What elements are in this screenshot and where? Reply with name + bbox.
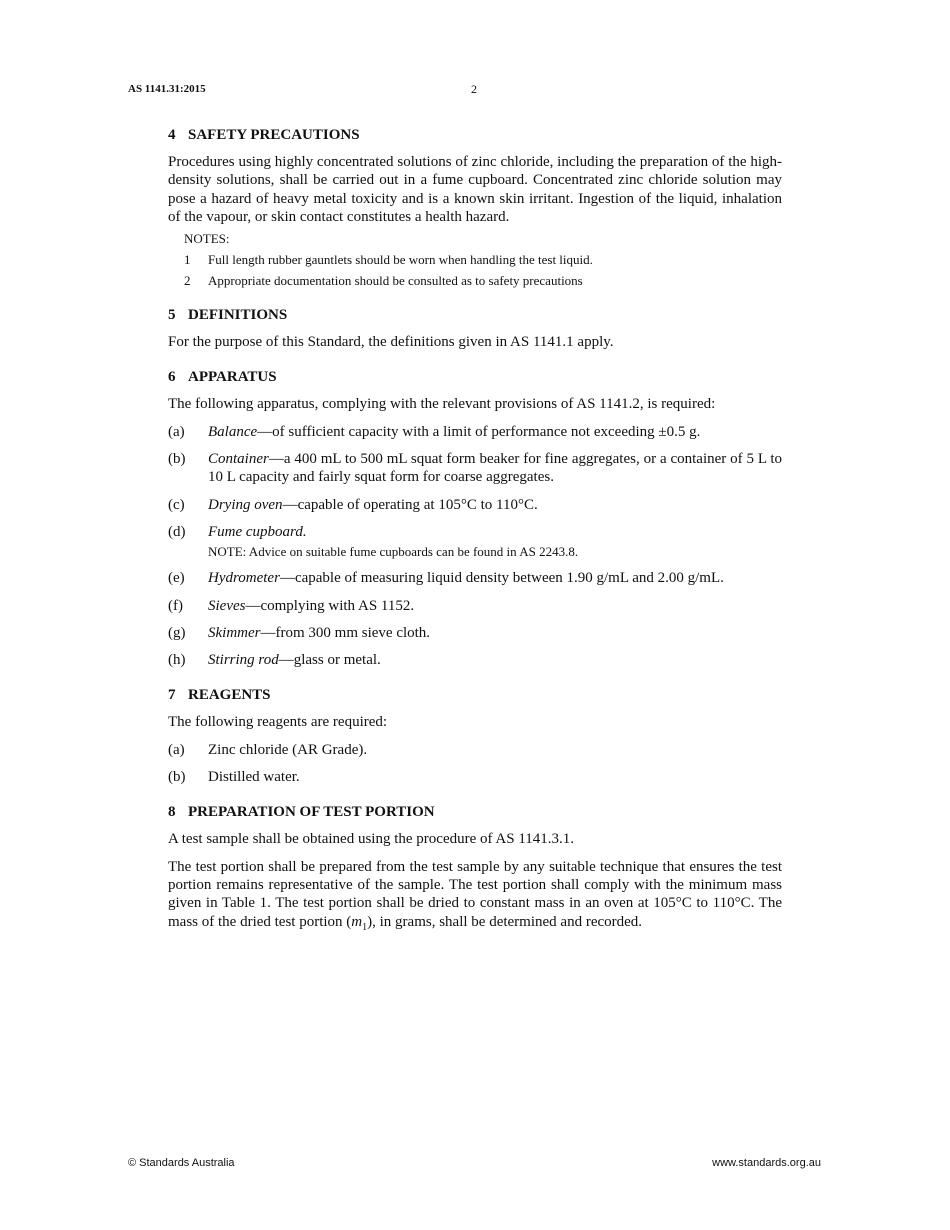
note-text: Appropriate documentation should be consulted as to safety precautions bbox=[208, 273, 583, 289]
item-label: (g) bbox=[168, 624, 186, 641]
item-term: Skimmer bbox=[208, 624, 261, 641]
item-term: Drying oven bbox=[208, 496, 283, 513]
section-heading bbox=[168, 306, 782, 324]
list-item bbox=[168, 450, 782, 487]
item-text: Zinc chloride (AR Grade). bbox=[208, 741, 368, 758]
item-body bbox=[208, 450, 782, 487]
item-label: (b) bbox=[168, 451, 186, 468]
item-body bbox=[208, 597, 782, 615]
item-body bbox=[208, 624, 782, 642]
item-label: (f) bbox=[168, 597, 183, 614]
item-note: NOTE: Advice on suitable fume cupboards can be found in AS 2243.8. bbox=[208, 544, 579, 560]
list-item bbox=[168, 768, 782, 786]
note-item bbox=[184, 273, 782, 289]
item-term: Fume cupboard. bbox=[208, 523, 307, 540]
section-heading bbox=[168, 126, 782, 144]
item-label: (c) bbox=[168, 496, 185, 513]
item-body bbox=[208, 496, 782, 514]
paragraph bbox=[168, 858, 782, 937]
notes-label: NOTES: bbox=[184, 231, 230, 247]
item-body bbox=[208, 651, 782, 669]
item-text: —glass or metal. bbox=[278, 652, 381, 669]
item-term: Sieves bbox=[208, 597, 246, 614]
section-title: APPARATUS bbox=[188, 369, 277, 386]
website-footer: www.standards.org.au bbox=[712, 1157, 821, 1169]
item-label: (b) bbox=[168, 769, 186, 786]
list-item bbox=[168, 569, 782, 587]
paragraph: A test sample shall be obtained using the procedure of AS 1141.3.1. bbox=[168, 831, 575, 848]
list-item bbox=[168, 651, 782, 669]
paragraph-text: ), in grams, shall be determined and recorded. bbox=[367, 913, 643, 930]
section-number: 4 bbox=[168, 127, 176, 143]
section-preparation-of-test-portion bbox=[168, 803, 782, 936]
list-item bbox=[168, 741, 782, 759]
item-term: Stirring rod bbox=[208, 652, 279, 669]
note-item bbox=[184, 252, 782, 268]
item-term: Container bbox=[208, 451, 269, 468]
list-item bbox=[168, 423, 782, 441]
section-title: REAGENTS bbox=[188, 687, 271, 704]
item-label: (e) bbox=[168, 570, 185, 587]
section-heading bbox=[168, 686, 782, 704]
section-apparatus bbox=[168, 368, 782, 669]
section-heading bbox=[168, 803, 782, 821]
item-text: —of sufficient capacity with a limit of performance not exceeding ±0.5 g. bbox=[257, 423, 701, 440]
variable-subscript: 1 bbox=[362, 921, 368, 933]
paragraph: Procedures using highly concentrated solutions of zinc chloride, including the preparation of the high-density solutions, shall be carried out in a fume cupboard. Concentrated zinc chloride solution may pose a hazard of heavy metal toxicity and is a known skin irritant. Ingestion of the liquid, inhalation of the vapour, or skin contact constitutes a health hazard. bbox=[168, 154, 782, 225]
section-title: PREPARATION OF TEST PORTION bbox=[188, 804, 435, 821]
item-label: (h) bbox=[168, 652, 186, 669]
list-item bbox=[168, 496, 782, 514]
list-item bbox=[168, 624, 782, 642]
item-body bbox=[208, 523, 782, 560]
paragraph: The following apparatus, complying with the relevant provisions of AS 1141.2, is required: bbox=[168, 396, 716, 413]
item-text: —from 300 mm sieve cloth. bbox=[260, 624, 431, 641]
section-title: SAFETY PRECAUTIONS bbox=[188, 127, 360, 143]
page-number: 2 bbox=[471, 82, 477, 96]
document-code: AS 1141.31:2015 bbox=[128, 83, 206, 95]
note-text: Full length rubber gauntlets should be worn when handling the test liquid. bbox=[208, 252, 593, 268]
paragraph: The following reagents are required: bbox=[168, 714, 388, 731]
note-number: 1 bbox=[184, 252, 191, 268]
item-label: (a) bbox=[168, 423, 185, 440]
section-definitions bbox=[168, 306, 782, 351]
paragraph: For the purpose of this Standard, the definitions given in AS 1141.1 apply. bbox=[168, 334, 614, 351]
item-term: Hydrometer bbox=[208, 570, 280, 587]
section-safety-precautions bbox=[168, 126, 782, 289]
item-label: (d) bbox=[168, 523, 186, 540]
item-text: —capable of measuring liquid density between 1.90 g/mL and 2.00 g/mL. bbox=[279, 570, 724, 587]
variable-m: m bbox=[351, 913, 363, 930]
document-body bbox=[168, 126, 782, 954]
item-text: —a 400 mL to 500 mL squat form beaker for fine aggregates, or a container of 5 L to 10 L capacity and fairly squat form for coarse aggregates. bbox=[208, 451, 782, 486]
item-label: (a) bbox=[168, 741, 185, 758]
item-body bbox=[208, 423, 782, 441]
item-term: Balance bbox=[208, 423, 258, 440]
item-text: —complying with AS 1152. bbox=[245, 597, 415, 614]
paragraph-text: The test portion shall be prepared from the test sample by any suitable technique that ensures the test portion remains representative of the sample. The test portion shall comply with the minimum mass given in Table 1. The test portion shall be dried to constant mass in an oven at 105°C to 110°C. The mass of the dried test portion ( bbox=[168, 858, 782, 930]
section-number: 5 bbox=[168, 307, 176, 324]
section-number: 6 bbox=[168, 369, 176, 386]
item-text: Distilled water. bbox=[208, 769, 300, 786]
section-heading bbox=[168, 368, 782, 386]
note-number: 2 bbox=[184, 273, 191, 289]
item-body bbox=[208, 569, 782, 587]
copyright-footer: © Standards Australia bbox=[128, 1157, 235, 1169]
section-title: DEFINITIONS bbox=[188, 307, 288, 324]
item-text: —capable of operating at 105°C to 110°C. bbox=[282, 496, 538, 513]
section-number: 8 bbox=[168, 804, 176, 821]
section-number: 7 bbox=[168, 687, 176, 704]
list-item bbox=[168, 523, 782, 560]
section-reagents bbox=[168, 686, 782, 786]
list-item bbox=[168, 597, 782, 615]
